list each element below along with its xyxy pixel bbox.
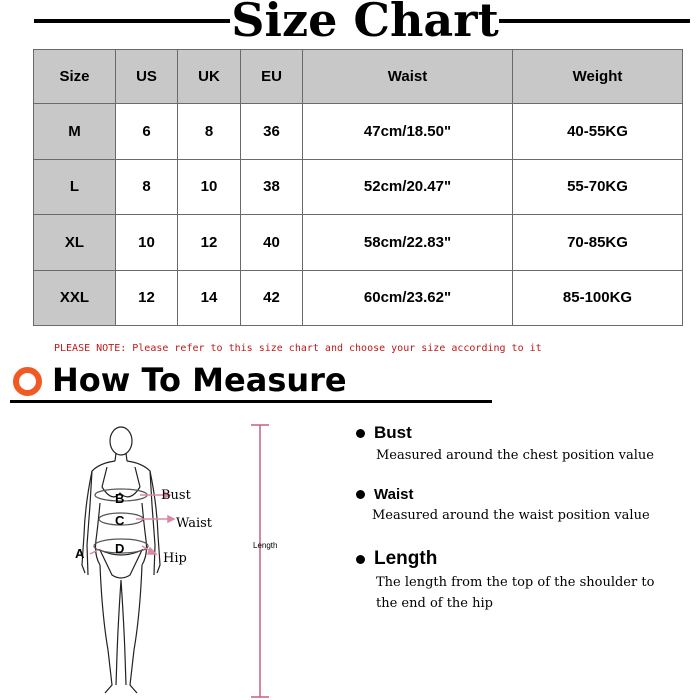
- measure-item-waist: [356, 486, 650, 526]
- cell-us: 10: [116, 215, 178, 271]
- cell-waist: 60cm/23.62": [303, 270, 513, 326]
- measure-label: Waist: [374, 486, 414, 503]
- label-d: D: [115, 541, 125, 556]
- title-rule-left: [34, 19, 230, 23]
- cell-weight: 55-70KG: [513, 159, 683, 215]
- page-title: Size Chart: [231, 0, 499, 47]
- size-table: [33, 49, 683, 326]
- header-uk: UK: [178, 50, 241, 104]
- section-title: How To Measure: [52, 361, 347, 399]
- cell-size: M: [34, 104, 116, 160]
- cell-size: L: [34, 159, 116, 215]
- figure-label-hip: Hip: [163, 551, 187, 566]
- bullet-icon: [356, 555, 365, 564]
- label-c: C: [115, 513, 125, 528]
- figure-label-bust: Bust: [161, 488, 191, 503]
- measure-desc: Measured around the waist position value: [372, 508, 650, 523]
- cell-uk: 12: [178, 215, 241, 271]
- cell-us: 8: [116, 159, 178, 215]
- measure-label: Bust: [374, 423, 412, 442]
- cell-waist: 52cm/20.47": [303, 159, 513, 215]
- size-note: PLEASE NOTE: Please refer to this size chart and choose your size according to it: [54, 343, 542, 354]
- cell-us: 12: [116, 270, 178, 326]
- cell-uk: 8: [178, 104, 241, 160]
- table-row: [34, 159, 683, 215]
- measure-label: Length: [374, 548, 438, 569]
- cell-eu: 40: [241, 215, 303, 271]
- header-size: Size: [34, 50, 116, 104]
- cell-eu: 36: [241, 104, 303, 160]
- header-weight: Weight: [513, 50, 683, 104]
- section-rule: [10, 400, 492, 403]
- bullet-icon: [356, 490, 365, 499]
- cell-weight: 85-100KG: [513, 270, 683, 326]
- orange-circle-icon: [13, 367, 42, 396]
- table-header-row: [34, 50, 683, 104]
- cell-size: XXL: [34, 270, 116, 326]
- size-chart-header: [0, 0, 700, 48]
- measure-item-length: [356, 548, 654, 614]
- figure-label-waist: Waist: [176, 516, 213, 531]
- cell-uk: 10: [178, 159, 241, 215]
- measure-desc: the end of the hip: [376, 596, 493, 611]
- cell-weight: 70-85KG: [513, 215, 683, 271]
- cell-eu: 42: [241, 270, 303, 326]
- cell-uk: 14: [178, 270, 241, 326]
- cell-eu: 38: [241, 159, 303, 215]
- measure-item-bust: [356, 423, 654, 466]
- title-rule-right: [499, 19, 690, 23]
- cell-size: XL: [34, 215, 116, 271]
- table-row: [34, 215, 683, 271]
- cell-waist: 58cm/22.83": [303, 215, 513, 271]
- length-bar-label: Length: [253, 541, 278, 550]
- table-row: [34, 104, 683, 160]
- cell-weight: 40-55KG: [513, 104, 683, 160]
- measure-desc: Measured around the chest position value: [376, 448, 654, 463]
- header-waist: Waist: [303, 50, 513, 104]
- body-figure: [60, 415, 230, 700]
- table-row: [34, 270, 683, 326]
- label-a: A: [75, 546, 85, 561]
- label-b: B: [115, 491, 125, 506]
- length-bar: [250, 424, 270, 699]
- cell-us: 6: [116, 104, 178, 160]
- cell-waist: 47cm/18.50": [303, 104, 513, 160]
- bullet-icon: [356, 429, 365, 438]
- header-us: US: [116, 50, 178, 104]
- header-eu: EU: [241, 50, 303, 104]
- how-to-measure-header: [0, 360, 700, 410]
- measure-desc: The length from the top of the shoulder to: [376, 575, 655, 590]
